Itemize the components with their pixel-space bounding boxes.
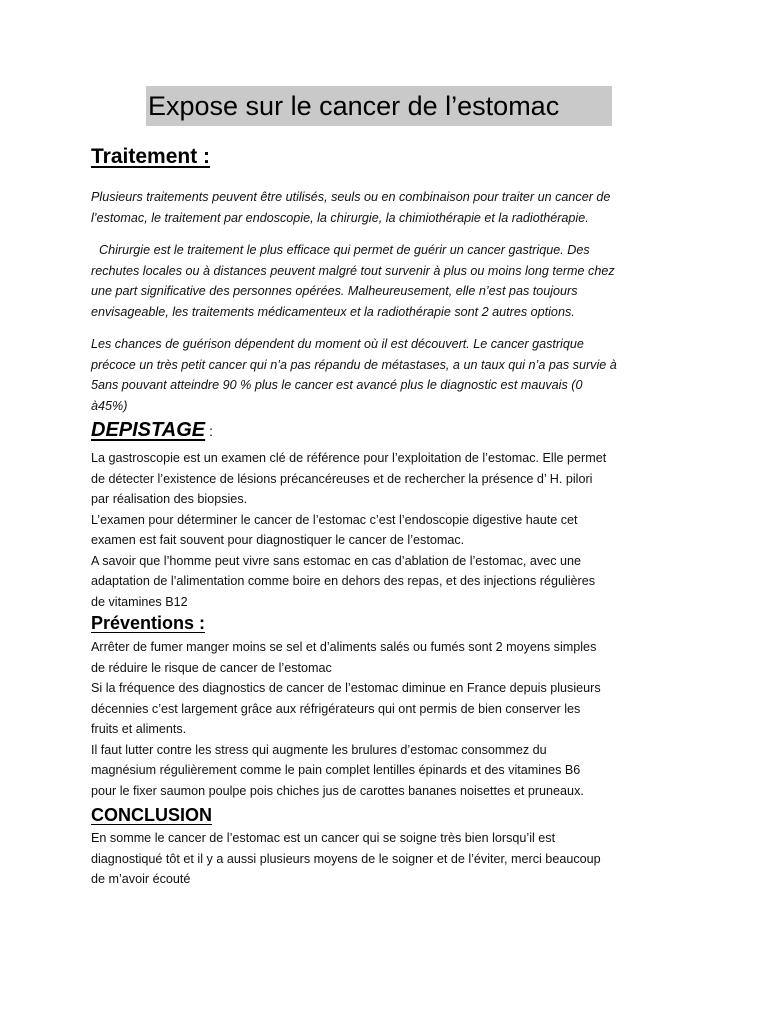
text-line: pour le fixer saumon poulpe pois chiches jus de carottes bananes noisettes et pruneaux. <box>91 783 584 798</box>
text-line: une part significative des personnes opérées. Malheureusement, elle n’est pas toujours <box>91 284 578 298</box>
heading-depistage <box>91 419 213 442</box>
paragraph-guerison <box>91 334 681 416</box>
heading-preventions: Préventions : <box>91 613 206 633</box>
text-line: à45%) <box>91 398 128 413</box>
text-line: magnésium régulièrement comme le pain complet lentilles épinards et des vitamines B6 <box>91 763 581 777</box>
text-line: diagnostiqué tôt et il y a aussi plusieurs moyens de le soigner et de l’éviter, merci beaucoup <box>91 851 601 866</box>
text-line: décennies c’est largement grâce aux réfrigérateurs qui ont permis de bien conserver les <box>91 701 581 716</box>
text-line: En somme le cancer de l’estomac est un cancer qui se soigne très bien lorsqu’il est <box>91 831 556 845</box>
paragraph-preventions <box>91 637 681 801</box>
heading-depistage-colon: : <box>209 423 213 439</box>
text-line: de vitamines B12 <box>91 594 188 609</box>
text-line: L’examen pour déterminer le cancer de l’estomac c’est l’endoscopie digestive haute cet <box>91 512 578 527</box>
text-line: envisageable, les traitements médicamenteux et la radiothérapie sont 2 autres options. <box>91 304 575 319</box>
text-line: Chirurgie est le traitement le plus efficace qui permet de guérir un cancer gastrique. Des <box>99 243 590 257</box>
document-title-highlight <box>146 86 612 126</box>
text-line: fruits et aliments. <box>91 722 187 736</box>
text-line: A savoir que l’homme peut vivre sans estomac en cas d’ablation de l’estomac, avec une <box>91 553 582 568</box>
text-line: de m’avoir écouté <box>91 872 191 886</box>
heading-conclusion: CONCLUSION <box>91 805 212 825</box>
text-line: précoce un très petit cancer qui n’a pas répandu de métastases, a un taux qui n’a pas survie à <box>91 357 617 372</box>
text-line: de réduire le risque de cancer de l’estomac <box>91 660 332 675</box>
text-line: Arrêter de fumer manger moins se sel et d’aliments salés ou fumés sont 2 moyens simples <box>91 640 597 654</box>
text-line: Plusieurs traitements peuvent être utilisés, seuls ou en combinaison pour traiter un cancer de <box>91 190 611 204</box>
text-line: l’estomac, le traitement par endoscopie, la chirurgie, la chimiothérapie et la radiothérapie. <box>91 210 589 225</box>
paragraph-chirurgie <box>91 240 681 322</box>
text-line: Les chances de guérison dépendent du moment où il est découvert. Le cancer gastrique <box>91 337 584 351</box>
text-line: Si la fréquence des diagnostics de cancer de l’estomac diminue en France depuis plusieurs <box>91 681 601 695</box>
text-line: adaptation de l’alimentation comme boire en dehors des repas, et des injections régulières <box>91 574 596 588</box>
document-title: Expose sur le cancer de l’estomac <box>148 91 560 121</box>
text-line: par réalisation des biopsies. <box>91 492 248 506</box>
text-line: Il faut lutter contre les stress qui augmente les brulures d’estomac consommez du <box>91 742 547 757</box>
heading-depistage-text: DEPISTAGE <box>91 419 206 441</box>
paragraph-conclusion <box>91 828 681 890</box>
text-line: examen est fait souvent pour diagnostiquer le cancer de l’estomac. <box>91 533 465 547</box>
text-line: rechutes locales ou à distances peuvent malgré tout survenir à plus ou moins long terme chez <box>91 263 615 278</box>
text-line: de détecter l’existence de lésions précancéreuses et de rechercher la présence d’ H. pilori <box>91 471 593 486</box>
paragraph-traitement-intro <box>91 187 681 228</box>
paragraph-depistage <box>91 448 681 612</box>
heading-traitement: Traitement : <box>91 145 211 168</box>
text-line: 5ans pouvant atteindre 90 % plus le cancer est avancé plus le diagnostic est mauvais (0 <box>91 378 583 392</box>
text-line: La gastroscopie est un examen clé de référence pour l’exploitation de l’estomac. Elle permet <box>91 451 607 465</box>
